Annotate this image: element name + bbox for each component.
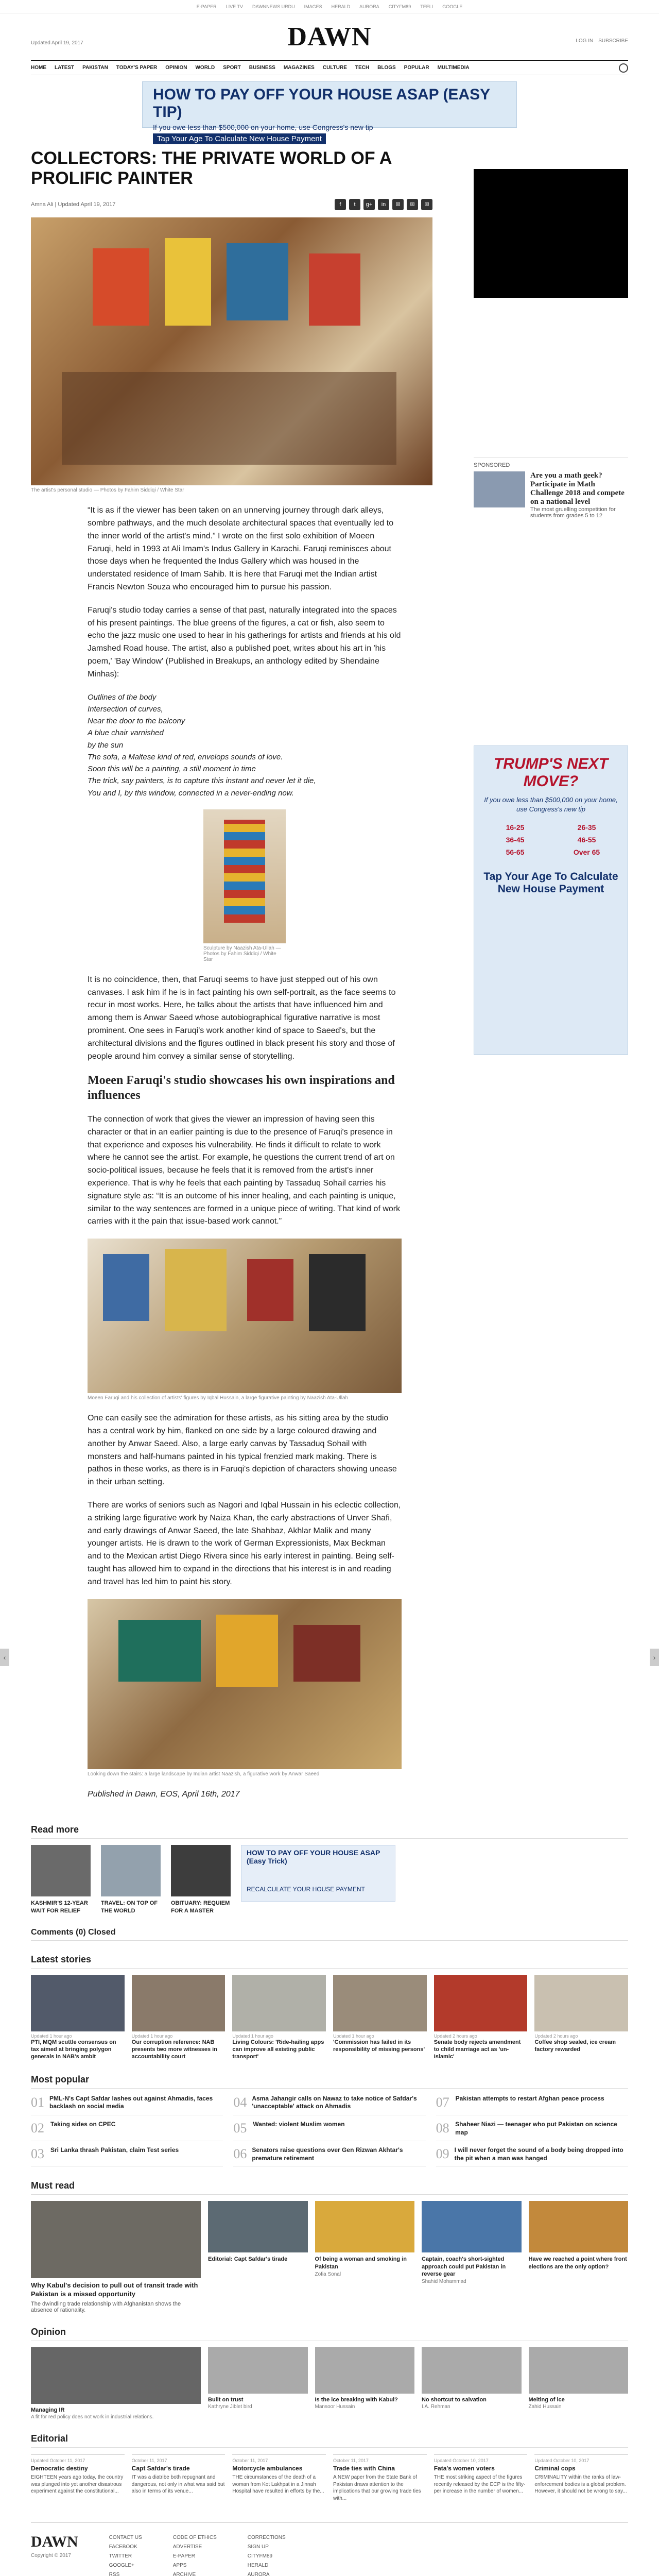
hero-studio-photo [31, 217, 432, 485]
card-title[interactable]: TRAVEL: ON TOP OF THE WORLD [101, 1900, 158, 1914]
footer-link[interactable]: GOOGLE+ [109, 2563, 134, 2569]
nav-item-pakistan[interactable]: PAKISTAN [82, 65, 108, 71]
popular-item[interactable] [233, 2095, 425, 2115]
editorial-card[interactable] [534, 2454, 628, 2502]
right-rail [474, 148, 628, 1811]
editorial-card[interactable] [132, 2454, 226, 2502]
card-title[interactable]: KASHMIR'S 12-YEAR WAIT FOR RELIEF [31, 1900, 88, 1914]
popular-title[interactable]: Senators raise questions over Gen Rizwan Akhtar's premature retirement [252, 2146, 403, 2162]
card-summary: The dwindling trade relationship with Afghanistan shows the absence of rationality. [31, 2301, 181, 2314]
poem-line: Outlines of the body [88, 692, 157, 702]
rank-number: 04 [233, 2094, 247, 2110]
paragraph: It is no coincidence, then, that Faruqi seems to have just stepped out of his own canvases. I ask him if he is in fact painting his own self-portrait, as the face seems to recur in most works. Here, he talks about the artists that have influenced him and among them is Anwar Saeed whose autobiographical figurative narrative is most prominent. One sees in Faruqi's work another kind of space to Saeed's, but the architectural divisions and the figures outlined in black present his story and those of people around him convey a similar sense of storytelling. [88, 975, 396, 1061]
card-image [534, 1975, 628, 2031]
card-title[interactable]: Melting of ice [528, 2397, 565, 2403]
card-date: October 11, 2017 [333, 2458, 369, 2464]
share-bar [335, 199, 432, 210]
card-title[interactable]: 'Commission has failed in its responsibility of missing persons' [333, 2039, 425, 2053]
promo-title[interactable]: Are you a math geek? Participate in Math Challenge 2018 and compete on a national level [530, 471, 625, 506]
footer-link[interactable]: ARCHIVE [172, 2572, 196, 2576]
poem-line: You and I, by this window, connected in a never-ending now. [88, 788, 294, 798]
next-article-arrow-icon[interactable]: › [650, 1649, 659, 1666]
card-title[interactable]: Managing IR [31, 2407, 65, 2414]
age-option[interactable]: 46-55 [577, 836, 596, 844]
read-more-section [31, 1824, 628, 1914]
topbar-link[interactable]: LIVE TV [226, 4, 243, 9]
article-updated: Updated April 19, 2017 [58, 201, 116, 208]
nav-item-culture[interactable]: CULTURE [322, 65, 347, 71]
nav-item-latest[interactable]: LATEST [55, 65, 75, 71]
ad-cta[interactable]: Tap Your Age To Calculate New House Payment [153, 133, 326, 144]
poem-line: Intersection of curves, [88, 704, 163, 714]
stairs-photo [88, 1599, 402, 1769]
opinion-lead[interactable] [31, 2347, 201, 2420]
masthead-date: Updated April 19, 2017 [31, 40, 83, 46]
rank-number: 07 [436, 2094, 449, 2110]
topbar-link[interactable]: GOOGLE [442, 4, 463, 9]
card-date: Updated October 11, 2017 [31, 2458, 85, 2464]
footer-copyright: Copyright © 2017 [31, 2553, 71, 2559]
card-image [171, 1845, 231, 1896]
must-read-card[interactable] [315, 2201, 415, 2313]
article-column [31, 148, 432, 1811]
previous-article-arrow-icon[interactable]: ‹ [0, 1649, 9, 1666]
footer-col [109, 2533, 142, 2576]
popular-item[interactable] [31, 2095, 223, 2115]
twitter-share-icon[interactable]: t [349, 199, 360, 210]
latest-stories [31, 1954, 628, 2061]
card-title[interactable]: Capt Safdar's tirade [131, 2465, 190, 2472]
read-more-card[interactable] [171, 1845, 231, 1914]
most-popular-heading: Most popular [31, 2074, 628, 2089]
rank-number: 09 [436, 2146, 449, 2162]
card-title[interactable]: Captain, coach's short-sighted approach could put Pakistan in reverse gear [422, 2256, 506, 2277]
account-links [576, 38, 628, 44]
popular-title[interactable]: Pakistan attempts to restart Afghan peace process [455, 2094, 604, 2102]
subscribe-link[interactable]: SUBSCRIBE [598, 38, 628, 44]
topbar-link[interactable]: HERALD [331, 4, 351, 9]
card-date: Updated 2 hours ago [534, 2033, 578, 2039]
nav-item-sport[interactable]: SPORT [223, 65, 241, 71]
facebook-share-icon[interactable]: f [335, 199, 346, 210]
poem-line: A blue chair varnished [88, 728, 164, 738]
author-photo [422, 2347, 522, 2394]
card-title[interactable]: Democratic destiny [31, 2465, 88, 2472]
card-image [315, 2201, 415, 2252]
masthead [31, 13, 628, 60]
topbar-link[interactable]: TEELI [420, 4, 433, 9]
poem-line: Soon this will be a painting, a still moment in time [88, 765, 256, 774]
popular-item[interactable] [436, 2121, 628, 2141]
card-title[interactable]: Editorial: Capt Safdar's tirade [208, 2256, 288, 2263]
card-date: Updated 1 hour ago [232, 2033, 273, 2039]
card-image [232, 1975, 326, 2031]
story-card[interactable] [333, 1975, 427, 2061]
card-title[interactable]: OBITUARY: REQUIEM FOR A MASTER [171, 1900, 230, 1914]
read-more-ad[interactable] [241, 1845, 395, 1902]
sculpture-caption: Sculpture by Naazish Ata-Ullah — Photos by Fahim Siddiqi / White Star [203, 945, 281, 962]
article-title: COLLECTORS: THE PRIVATE WORLD OF A PROLIFIC PAINTER [31, 148, 392, 189]
article-subheading: Moeen Faruqi's studio showcases his own inspirations and influences [88, 1074, 395, 1103]
card-title[interactable]: Living Colours: 'Ride-hailing apps can improve all existing public transport' [232, 2039, 324, 2060]
card-image [434, 1975, 528, 2031]
card-date: October 11, 2017 [232, 2458, 268, 2464]
card-title[interactable]: PTI, MQM scuttle consensus on tax aimed at bringing polygon generals in NAB's ambit [31, 2039, 116, 2060]
card-summary: EIGHTEEN years ago today, the country was plunged into yet another disastrous experiment against the constitutional... [31, 2475, 124, 2495]
card-title[interactable]: Criminal cops [534, 2465, 576, 2472]
card-author: Zofia Sonal [315, 2271, 341, 2277]
ad-title: HOW TO PAY OFF YOUR HOUSE ASAP (Easy Trick) [247, 1849, 380, 1866]
latest-heading: Latest stories [31, 1954, 628, 1969]
must-read-card[interactable] [529, 2201, 629, 2313]
card-image [333, 1975, 427, 2031]
footer-link[interactable]: ADVERTISE [172, 2544, 202, 2550]
sculpture-photo [203, 809, 286, 943]
poem-line: The trick, say painters, is to capture this instant and never let it die, [88, 776, 316, 786]
login-link[interactable]: LOG IN [576, 38, 594, 44]
comment-icon[interactable]: ✉ [421, 199, 432, 210]
footer-col [173, 2533, 217, 2576]
footer-logo[interactable]: DAWN [31, 2533, 78, 2551]
hero-caption: The artist's personal studio — Photos by Fahim Siddiqi / White Star [31, 487, 184, 494]
popular-item[interactable] [233, 2146, 425, 2167]
paragraph: “It is as if the viewer has been taken on an unnerving journey through dark alleys, sombre pathways, and the much desolate architectural spaces that eventually led to the inner world of the artist's mind.” I wrote on the first solo exhibition of Moeen Faruqi, held in 1993 at Ali Imam's Indus Gallery in Karachi. Faruqi reminisces about those days when he frequented the Indus Gallery which was housed in the understated residence of Imam Sahib. It is here that Faruqi met the Indian artist Francis Newton Souza who encouraged him to pursue his passion. [88, 506, 394, 591]
card-author: Zahid Hussain [528, 2404, 562, 2410]
popular-title[interactable]: Shaheer Niazi — teenager who put Pakistan on science map [455, 2120, 617, 2136]
must-read-card[interactable] [422, 2201, 522, 2313]
top-utility-bar [0, 0, 659, 13]
dawn-logo[interactable]: DAWN [287, 22, 372, 52]
promo-text: The most gruelling competition for students from grades 5 to 12 [530, 506, 616, 519]
search-icon[interactable] [619, 63, 628, 73]
card-author: I.A. Rehman [422, 2404, 450, 2410]
footer-link[interactable]: CORRECTIONS [247, 2535, 286, 2541]
age-option[interactable]: 16-25 [506, 823, 525, 832]
print-icon[interactable]: ✉ [407, 199, 418, 210]
footer-link[interactable]: E-PAPER [172, 2553, 195, 2560]
card-date: October 11, 2017 [131, 2458, 167, 2464]
opinion-card[interactable] [422, 2347, 522, 2420]
card-image [208, 2201, 308, 2252]
card-title[interactable]: Built on trust [208, 2397, 244, 2403]
story-card[interactable] [132, 1975, 226, 2061]
popular-title[interactable]: Asma Jahangir calls on Nawaz to take notice of Safdar's 'unacceptable' attack on Ahmadis [252, 2094, 417, 2110]
nav-item-blogs[interactable]: BLOGS [377, 65, 396, 71]
card-title[interactable]: Of being a woman and smoking in Pakistan [315, 2256, 407, 2270]
email-share-icon[interactable]: ✉ [392, 199, 404, 210]
topbar-link[interactable]: DAWNNEWS URDU [252, 4, 295, 9]
opinion-card[interactable] [208, 2347, 308, 2420]
popular-title[interactable]: PML-N's Capt Safdar lashes out against Ahmadis, faces backlash on social media [49, 2094, 213, 2110]
topbar-link[interactable]: AURORA [359, 4, 379, 9]
promo-thumbnail [474, 471, 525, 507]
editorial-card[interactable] [434, 2454, 528, 2502]
card-summary: THE circumstances of the death of a woman from Kot Lakhpat in a Jinnah Hospital have resulted in efforts by the... [232, 2475, 324, 2495]
article-byline[interactable]: Amna Ali [31, 201, 54, 208]
promo-label: SPONSORED [474, 462, 510, 468]
article-body [31, 504, 432, 1801]
interior-photo [88, 1239, 402, 1393]
author-photo [208, 2347, 308, 2394]
card-title[interactable]: Why Kabul's decision to pull out of transit trade with Pakistan is a missed opportunity [31, 2281, 198, 2298]
ad-cta[interactable]: RECALCULATE YOUR HOUSE PAYMENT [247, 1886, 365, 1893]
card-title[interactable]: No shortcut to salvation [422, 2397, 487, 2403]
must-read-heading: Must read [31, 2180, 628, 2195]
nav-item-world[interactable]: WORLD [195, 65, 215, 71]
read-more-card[interactable] [101, 1845, 161, 1914]
popular-title[interactable]: Sri Lanka thrash Pakistan, claim Test series [50, 2146, 179, 2154]
card-author: Kathryne Jiblet bird [208, 2404, 252, 2410]
card-date: Updated October 10, 2017 [433, 2458, 489, 2464]
popular-item[interactable] [436, 2095, 628, 2115]
comments-status: Comments (0) Closed [31, 1928, 628, 1941]
poem-line: by the sun [88, 740, 124, 750]
card-title[interactable]: Coffee shop sealed, ice cream factory rewarded [534, 2039, 616, 2053]
published-note: Published in Dawn, EOS, April 16th, 2017 [88, 1789, 240, 1799]
must-read-card[interactable] [208, 2201, 308, 2313]
footer-link[interactable]: CONTACT US [109, 2535, 142, 2541]
editorial-card[interactable] [232, 2454, 326, 2502]
ad-headline: HOW TO PAY OFF YOUR HOUSE ASAP (EASY TIP) [153, 86, 490, 121]
card-image [422, 2201, 522, 2252]
age-option[interactable]: Over 65 [573, 848, 600, 857]
story-card[interactable] [534, 1975, 628, 2061]
rank-number: 06 [233, 2146, 247, 2162]
card-image [31, 2347, 201, 2404]
card-title[interactable]: Our corruption reference: NAB presents two more witnesses in accountability court [131, 2039, 217, 2060]
card-summary: CRIMINALITY within the ranks of law-enforcement bodies is a global problem. However, it should not be wrong to say... [534, 2475, 627, 2495]
card-image [132, 1975, 226, 2031]
footer-link[interactable]: TWITTER [109, 2553, 132, 2560]
card-summary: A fit for red policy does not work in industrial relations. [31, 2414, 154, 2420]
card-title[interactable]: Trade ties with China [333, 2465, 395, 2472]
rank-number: 05 [233, 2120, 247, 2136]
rank-number: 03 [31, 2146, 44, 2162]
footer-link[interactable]: APPS [172, 2563, 187, 2569]
most-popular [31, 2074, 628, 2167]
banner-advertisement[interactable] [142, 81, 517, 143]
footer-link[interactable]: RSS [109, 2572, 120, 2576]
poem-line: Near the door to the balcony [88, 717, 185, 726]
main-nav [31, 60, 628, 75]
editorial-section [31, 2433, 628, 2502]
card-image [31, 1845, 91, 1896]
age-options [481, 823, 620, 856]
nav-item-business[interactable]: BUSINESS [249, 65, 275, 71]
nav-item-opinion[interactable]: OPINION [165, 65, 187, 71]
card-author: Mansoor Hussain [315, 2404, 355, 2410]
linkedin-share-icon[interactable]: in [378, 199, 389, 210]
footer-link[interactable]: FACEBOOK [109, 2544, 137, 2550]
rail-ad-headline: TRUMP'S NEXT MOVE? [493, 755, 609, 790]
opinion-heading: Opinion [31, 2327, 628, 2341]
article-meta: Amna Ali | Updated April 19, 2017 f t g+ in ✉ ✉ ✉ [31, 199, 432, 210]
site-footer [31, 2522, 628, 2576]
author-photo [529, 2347, 629, 2394]
card-date: Updated 1 hour ago [333, 2033, 374, 2039]
popular-item[interactable] [436, 2146, 628, 2167]
read-more-heading: Read more [31, 1824, 628, 1839]
topbar-link[interactable]: CITYFM89 [388, 4, 411, 9]
nav-item-popular[interactable]: POPULAR [404, 65, 429, 71]
rail-video-ad[interactable] [474, 169, 628, 298]
ad-text: If you owe less than $500,000 on your home, use Congress's new tip [153, 123, 373, 131]
rail-skyscraper-ad[interactable] [474, 745, 628, 1055]
editorial-card[interactable] [31, 2454, 125, 2502]
footer-link[interactable]: SIGN UP [247, 2544, 269, 2550]
rail-ad-text: If you owe less than $500,000 on your home, use Congress's new tip [484, 796, 618, 814]
sponsored-promo[interactable] [474, 457, 628, 519]
googleplus-share-icon[interactable]: g+ [363, 199, 375, 210]
card-summary: IT was a diatribe both repugnant and dangerous, not only in what was said but also in terms of its venue... [131, 2475, 225, 2495]
footer-link[interactable]: CODE OF ETHICS [172, 2535, 217, 2541]
card-author: Shahid Mohammad [422, 2279, 466, 2285]
author-photo [315, 2347, 415, 2394]
footer-col [248, 2533, 286, 2576]
card-date: Updated 2 hours ago [433, 2033, 477, 2039]
popular-title[interactable]: Wanted: violent Muslim women [253, 2120, 345, 2128]
sculpture-figure [203, 809, 286, 962]
poem-line: The sofa, a Maltese kind of red, envelops sounds of love. [88, 752, 283, 761]
opinion-card[interactable] [529, 2347, 629, 2420]
age-option[interactable]: 26-35 [577, 823, 596, 832]
interior-caption: Moeen Faruqi and his collection of artists' figures by Iqbal Hussain, a large figurative painting by Naazish Ata-Ullah [88, 1395, 349, 1401]
nav-item-home[interactable]: HOME [31, 65, 46, 71]
paragraph: There are works of seniors such as Nagori and Iqbal Hussain in his eclectic collection, a striking large figurative work by Naiza Khan, the early abstractions of Unver Shafi, and early drawings of Anwar Saeed, the late Shahbaz, Akhlar Malik and many younger artists. He is drawn to the work of German Expressionists, Max Beckman and to the Mexican artist Diego Rivera since his early interest in painting. Being self-taught has allowed him to expand in the directions that his interest is in and reading and travel has led him to paint his story. [88, 1500, 401, 1586]
paragraph: The connection of work that gives the viewer an impression of having seen this character or that in an earlier painting is due to the presence of Faruqi's presence in that experience and exposes his vulnerability. He finds it difficult to relate to work where he cannot see the artist. For example, he questions the current trend of art on socio-political issues, because he feels that it is removed from the artist's inner experience. That is why he feels that each painting by Tassaduq Sohail carries his signature style as: “It is an outcome of his inner healing, and each painting is unique, similar to the way sentences are formed in a unique piece of writing. That kind of work carries with it the pain that issue-based work cannot.” [88, 1114, 401, 1226]
popular-item[interactable] [31, 2146, 223, 2167]
paragraph: Faruqi's studio today carries a sense of that past, naturally integrated into the spaces of his present paintings. The blue greens of the figures, a cat or fish, also seem to echo the jazz music one used to hear in his gatherings for artists and friends at his old Jamshed Road house. The artist, also a published poet, writes about his art in 'his poem,' 'Bay Window' (Published in Breakups, an anthology edited by Shendaine Minhas): [88, 605, 401, 679]
opinion-card[interactable] [315, 2347, 415, 2420]
card-date: Updated October 10, 2017 [534, 2458, 589, 2464]
nav-item-multimedia[interactable]: MULTIMEDIA [437, 65, 470, 71]
must-read-lead[interactable] [31, 2201, 201, 2313]
card-image [101, 1845, 161, 1896]
rank-number: 08 [436, 2120, 449, 2136]
footer-link[interactable]: HERALD [247, 2563, 269, 2569]
card-summary: A NEW paper from the State Bank of Pakistan draws attention to the implications that our growing trade ties with... [333, 2475, 421, 2501]
opinion-section [31, 2327, 628, 2420]
footer-link[interactable]: AURORA [247, 2572, 270, 2576]
popular-item[interactable] [233, 2121, 425, 2141]
card-date: Updated 1 hour ago [31, 2033, 72, 2039]
card-title[interactable]: Fata's women voters [433, 2465, 495, 2472]
must-read [31, 2180, 628, 2313]
age-option[interactable]: 36-45 [506, 836, 525, 844]
editorial-card[interactable] [333, 2454, 427, 2502]
nav-item-todays-paper[interactable]: TODAY'S PAPER [116, 65, 158, 71]
stairs-caption: Looking down the stairs: a large landscape by Indian artist Naazish, a figurative work by Anwar Saeed [88, 1771, 320, 1777]
paragraph: One can easily see the admiration for these artists, as his sitting area by the studio has a central work by him, flanked on one side by a large coloured drawing and another by Anwar Saeed. Also, a large early canvas by Tassaduq Sohail with monsters and half-humans painted in his typical frenzied mark making. There is pathos in these works, as there is in Faruqi's depiction of characters showing unease in their urban setting. [88, 1414, 397, 1487]
story-card[interactable] [434, 1975, 528, 2061]
age-option[interactable]: 56-65 [506, 848, 525, 857]
nav-item-tech[interactable]: TECH [355, 65, 370, 71]
card-summary: THE most striking aspect of the figures recently released by the ECP is the fifty-per increase in the number of women... [433, 2475, 526, 2495]
card-title[interactable]: Senate body rejects amendment to child marriage act as 'un-Islamic' [433, 2039, 521, 2060]
footer-link[interactable]: CITYFM89 [247, 2553, 273, 2560]
card-image [31, 1975, 125, 2031]
card-title[interactable]: Have we reached a point where front elections are the only option? [528, 2256, 627, 2270]
card-title[interactable]: Motorcycle ambulances [232, 2465, 303, 2472]
card-image [31, 2201, 201, 2278]
rail-ad-cta[interactable]: Tap Your Age To Calculate New House Payment [483, 871, 618, 895]
story-card[interactable] [232, 1975, 326, 2061]
story-card[interactable] [31, 1975, 125, 2061]
rank-number: 02 [31, 2120, 44, 2136]
topbar-link[interactable]: IMAGES [304, 4, 322, 9]
topbar-link[interactable]: E-PAPER [196, 4, 217, 9]
rank-number: 01 [31, 2094, 44, 2110]
popular-title[interactable]: Taking sides on CPEC [50, 2120, 116, 2128]
nav-item-magazines[interactable]: MAGAZINES [283, 65, 315, 71]
editorial-heading: Editorial [31, 2433, 628, 2448]
card-date: Updated 1 hour ago [131, 2033, 173, 2039]
poem-block [88, 691, 402, 799]
read-more-card[interactable] [31, 1845, 91, 1914]
card-title[interactable]: Is the ice breaking with Kabul? [315, 2397, 398, 2403]
card-image [529, 2201, 629, 2252]
popular-item[interactable] [31, 2121, 223, 2141]
popular-title[interactable]: I will never forget the sound of a body being dropped into the pit when a man was hanged [454, 2146, 623, 2162]
